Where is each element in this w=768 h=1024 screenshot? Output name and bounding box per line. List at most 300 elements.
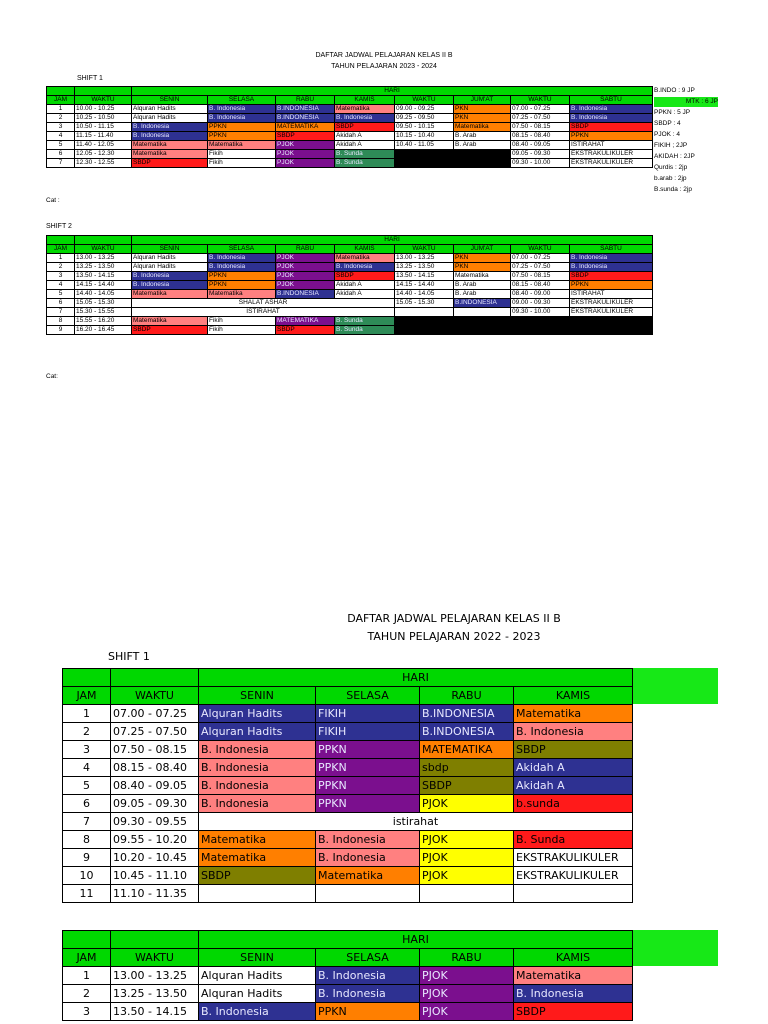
column-header: JUM'AT (454, 245, 511, 254)
table-cell: Matematika (132, 290, 208, 299)
jam-cell: 5 (63, 777, 111, 795)
jam-cell: 1 (63, 967, 111, 985)
table-cell: Fikih (208, 150, 276, 159)
table-cell (395, 326, 454, 335)
table-cell: 08.15 - 08.40 (511, 132, 570, 141)
table-cell: Akidah A (335, 141, 395, 150)
column-header: JAM (63, 949, 111, 967)
waktu-cell: 07.50 - 08.15 (111, 741, 199, 759)
column-header: SELASA (316, 687, 420, 705)
table-cell: B. Indonesia (316, 985, 420, 1003)
table-cell: B. Indonesia (199, 741, 316, 759)
waktu-cell: 13.50 - 14.15 (75, 272, 132, 281)
doc1-shift1-table (46, 86, 653, 168)
side-note: Qurdis : 2jp (654, 164, 688, 171)
column-header: JUM'AT (454, 96, 511, 105)
table-cell (570, 326, 653, 335)
doc2-green-extension-2 (632, 930, 718, 966)
waktu-cell: 08.40 - 09.05 (111, 777, 199, 795)
jam-cell: 6 (63, 795, 111, 813)
waktu-cell: 12.30 - 12.55 (75, 159, 132, 168)
table-cell: SBDP (199, 867, 316, 885)
table-cell: PPKN (316, 795, 420, 813)
side-note: b.arab : 2jp (654, 175, 687, 182)
waktu-cell: 15.30 - 15.55 (75, 308, 132, 317)
table-cell: EKSTRAKULIKULER (514, 867, 633, 885)
column-header: SENIN (199, 687, 316, 705)
column-header: WAKTU (511, 96, 570, 105)
table-row (63, 741, 633, 759)
table-row (63, 777, 633, 795)
header-spacer (111, 669, 199, 687)
waktu-cell: 11.40 - 12.05 (75, 141, 132, 150)
table-cell (454, 326, 511, 335)
header-spacer (63, 669, 111, 687)
jam-cell: 5 (47, 141, 75, 150)
column-header: KAMIS (514, 949, 633, 967)
table-row (47, 272, 653, 281)
table-cell: B. Indonesia (208, 254, 276, 263)
table-cell: B. Sunda (335, 150, 395, 159)
column-header: KAMIS (514, 687, 633, 705)
table-cell: Matematika (132, 141, 208, 150)
table-cell: FIKIH (316, 705, 420, 723)
table-cell: B.INDONESIA (454, 299, 511, 308)
table-cell (199, 885, 316, 903)
table-row (47, 299, 653, 308)
table-cell: PJOK (420, 831, 514, 849)
table-row (47, 308, 653, 317)
waktu-cell: 10.25 - 10.50 (75, 114, 132, 123)
waktu-cell: 09.55 - 10.20 (111, 831, 199, 849)
jam-cell: 9 (47, 326, 75, 335)
column-header: SENIN (132, 96, 208, 105)
table-cell: FIKIH (316, 723, 420, 741)
table-cell: Alquran Hadits (199, 705, 316, 723)
table-cell (454, 150, 511, 159)
waktu-cell: 10.50 - 11.15 (75, 123, 132, 132)
table-row (63, 813, 633, 831)
column-header: SENIN (132, 245, 208, 254)
jam-cell: 6 (47, 150, 75, 159)
table-cell: Alquran Hadits (199, 985, 316, 1003)
column-header: KAMIS (335, 245, 395, 254)
column-header: RABU (276, 96, 335, 105)
table-cell: 09.00 - 09.25 (395, 105, 454, 114)
table-cell: B. Indonesia (199, 795, 316, 813)
hari-header: HARI (199, 669, 633, 687)
table-row (47, 290, 653, 299)
table-row (47, 150, 653, 159)
table-cell: B. Indonesia (132, 281, 208, 290)
table-row (47, 132, 653, 141)
hari-row (47, 87, 653, 96)
table-cell: Matematika (335, 105, 395, 114)
waktu-cell: 14.40 - 14.05 (75, 290, 132, 299)
table-cell (454, 317, 511, 326)
table-cell: PKN (454, 254, 511, 263)
table-row (63, 885, 633, 903)
waktu-cell: 08.15 - 08.40 (111, 759, 199, 777)
table-cell: B. Indonesia (132, 132, 208, 141)
table-cell: B. Arab (454, 281, 511, 290)
table-row (47, 114, 653, 123)
header-spacer (47, 87, 75, 96)
jam-cell: 9 (63, 849, 111, 867)
doc1-shift1-cat: Cat : (46, 197, 60, 204)
hari-header: HARI (132, 87, 653, 96)
table-row (47, 326, 653, 335)
table-cell (514, 885, 633, 903)
table-cell: Akidah A (335, 281, 395, 290)
column-header-row (47, 96, 653, 105)
table-cell: EKSTRAKULIKULER (570, 150, 653, 159)
table-row (47, 281, 653, 290)
table-cell: 13.00 - 13.25 (395, 254, 454, 263)
table-cell: PKN (454, 105, 511, 114)
table-row (63, 705, 633, 723)
table-cell: B. Indonesia (335, 114, 395, 123)
column-header: KAMIS (335, 96, 395, 105)
side-note: PJOK : 4 (654, 131, 681, 138)
table-cell: 09.05 - 09.30 (511, 150, 570, 159)
header-spacer (75, 87, 132, 96)
waktu-cell: 13.50 - 14.15 (111, 1003, 199, 1021)
side-note: AKIDAH : 2JP (654, 153, 695, 160)
column-header: SELASA (316, 949, 420, 967)
table-row (63, 1003, 633, 1021)
table-row (47, 263, 653, 272)
table-cell: Matematika (132, 317, 208, 326)
table-cell: B. Arab (454, 132, 511, 141)
table-row (63, 795, 633, 813)
table-cell: PJOK (420, 795, 514, 813)
table-cell: PJOK (276, 263, 335, 272)
jam-cell: 3 (63, 741, 111, 759)
column-header: SENIN (199, 949, 316, 967)
table-row (47, 105, 653, 114)
header-spacer (75, 236, 132, 245)
waktu-cell: 14.15 - 14.40 (75, 281, 132, 290)
table-cell (395, 159, 454, 168)
table-cell: EKSTRAKULIKULER (570, 159, 653, 168)
table-cell (395, 308, 454, 317)
table-cell: PPKN (570, 132, 653, 141)
table-cell: PKN (454, 114, 511, 123)
side-note: B.INDO : 9 JP (654, 87, 695, 94)
table-cell: B.INDONESIA (420, 723, 514, 741)
table-cell: Matematika (208, 290, 276, 299)
jam-cell: 7 (47, 159, 75, 168)
table-cell: PJOK (276, 281, 335, 290)
table-cell: Fikih (208, 159, 276, 168)
table-row (63, 831, 633, 849)
hari-header: HARI (132, 236, 653, 245)
table-cell: PPKN (570, 281, 653, 290)
table-cell: B.INDONESIA (276, 105, 335, 114)
table-cell: B. Indonesia (570, 254, 653, 263)
waktu-cell: 11.15 - 11.40 (75, 132, 132, 141)
jam-cell: 1 (63, 705, 111, 723)
table-cell: B.INDONESIA (276, 290, 335, 299)
table-cell: B. Indonesia (335, 263, 395, 272)
jam-cell: 10 (63, 867, 111, 885)
table-cell: 14.40 - 14.05 (395, 290, 454, 299)
table-cell: B. Indonesia (208, 263, 276, 272)
table-cell: 09.50 - 10.15 (395, 123, 454, 132)
table-cell (570, 317, 653, 326)
table-cell (395, 317, 454, 326)
table-cell: EKSTRAKULIKULER (570, 299, 653, 308)
table-cell: B. Indonesia (316, 849, 420, 867)
table-cell: SBDP (335, 272, 395, 281)
table-cell: PJOK (276, 254, 335, 263)
table-cell: 10.40 - 11.05 (395, 141, 454, 150)
table-cell: PJOK (276, 150, 335, 159)
jam-cell: 1 (47, 105, 75, 114)
table-cell: B. Sunda (514, 831, 633, 849)
jam-cell: 6 (47, 299, 75, 308)
jam-cell: 4 (47, 281, 75, 290)
table-cell: 14.15 - 14.40 (395, 281, 454, 290)
column-header-row (47, 245, 653, 254)
table-cell: B. Indonesia (132, 272, 208, 281)
waktu-cell: 11.10 - 11.35 (111, 885, 199, 903)
table-row (47, 123, 653, 132)
waktu-cell: 16.20 - 16.45 (75, 326, 132, 335)
table-cell: SBDP (570, 123, 653, 132)
table-cell: B. Indonesia (316, 967, 420, 985)
table-cell: B.INDONESIA (420, 705, 514, 723)
table-cell: PJOK (276, 159, 335, 168)
table-cell: SBDP (132, 159, 208, 168)
table-cell: Fikih (208, 326, 276, 335)
table-cell: Alquran Hadits (132, 114, 208, 123)
header-spacer (63, 931, 111, 949)
table-cell: B. Indonesia (514, 723, 633, 741)
table-cell: B. Indonesia (199, 777, 316, 795)
table-cell: Akidah A (335, 132, 395, 141)
table-cell: 07.00 - 07.25 (511, 105, 570, 114)
table-cell: B. Sunda (335, 326, 395, 335)
column-header: SABTU (570, 96, 653, 105)
table-cell: B. Indonesia (208, 114, 276, 123)
table-cell: Matematika (454, 272, 511, 281)
table-cell: 07.50 - 08.15 (511, 123, 570, 132)
jam-cell: 3 (47, 272, 75, 281)
table-cell: Matematika (514, 967, 633, 985)
hari-header: HARI (199, 931, 633, 949)
table-cell: Alquran Hadits (132, 263, 208, 272)
table-cell: Matematika (514, 705, 633, 723)
jam-cell: 2 (63, 723, 111, 741)
column-header: RABU (276, 245, 335, 254)
table-cell: SBDP (514, 741, 633, 759)
table-row (63, 723, 633, 741)
column-header: SABTU (570, 245, 653, 254)
table-cell: PPKN (208, 132, 276, 141)
hari-row (47, 236, 653, 245)
table-cell: Fikih (208, 317, 276, 326)
merged-note: SHALAT ASHAR (132, 299, 395, 308)
table-cell: ISTIRAHAT (570, 290, 653, 299)
table-cell: SBDP (335, 123, 395, 132)
doc1-shift1-label: SHIFT 1 (77, 75, 103, 82)
table-cell: MATEMATIKA (276, 317, 335, 326)
doc1-shift2-table (46, 235, 653, 335)
table-cell: B. Arab (454, 141, 511, 150)
table-cell: Matematika (316, 867, 420, 885)
table-row (63, 967, 633, 985)
waktu-cell: 13.25 - 13.50 (75, 263, 132, 272)
table-cell: SBDP (420, 777, 514, 795)
header-spacer (47, 236, 75, 245)
table-cell: Matematika (199, 849, 316, 867)
table-cell: 09.00 - 09.30 (511, 299, 570, 308)
waktu-cell: 15.55 - 16.20 (75, 317, 132, 326)
doc1-subtitle: TAHUN PELAJARAN 2023 - 2024 (331, 63, 437, 70)
table-cell: B. Indonesia (208, 105, 276, 114)
table-cell: PPKN (316, 777, 420, 795)
table-cell: Matematika (454, 123, 511, 132)
table-cell: 10.15 - 10.40 (395, 132, 454, 141)
waktu-cell: 09.30 - 09.55 (111, 813, 199, 831)
table-cell: 08.15 - 08.40 (511, 281, 570, 290)
table-cell: PKN (454, 263, 511, 272)
table-cell (454, 159, 511, 168)
table-cell: B. Sunda (335, 159, 395, 168)
table-cell: MATEMATIKA (420, 741, 514, 759)
table-cell: B. Indonesia (570, 105, 653, 114)
table-cell: PPKN (316, 759, 420, 777)
header-spacer (111, 931, 199, 949)
table-cell: 07.25 - 07.50 (511, 263, 570, 272)
table-cell: 13.50 - 14.15 (395, 272, 454, 281)
waktu-cell: 09.05 - 09.30 (111, 795, 199, 813)
waktu-cell: 10.20 - 10.45 (111, 849, 199, 867)
table-cell: PJOK (276, 272, 335, 281)
table-cell: B. Indonesia (570, 263, 653, 272)
table-cell: 07.00 - 07.25 (511, 254, 570, 263)
doc2-shift1-table (62, 668, 633, 903)
table-cell: B. Sunda (335, 317, 395, 326)
table-cell: Alquran Hadits (132, 105, 208, 114)
waktu-cell: 10.45 - 11.10 (111, 867, 199, 885)
jam-cell: 2 (63, 985, 111, 1003)
jam-cell: 8 (63, 831, 111, 849)
side-note: MTK : 6 JP (654, 97, 718, 107)
table-cell: Alquran Hadits (199, 967, 316, 985)
table-cell: SBDP (514, 1003, 633, 1021)
column-header: RABU (420, 687, 514, 705)
table-cell: 08.40 - 09.05 (511, 141, 570, 150)
table-cell: Alquran Hadits (199, 723, 316, 741)
column-header: JAM (47, 96, 75, 105)
table-cell: B. Indonesia (199, 1003, 316, 1021)
table-cell: SBDP (276, 326, 335, 335)
jam-cell: 2 (47, 114, 75, 123)
table-cell: Alquran Hadits (132, 254, 208, 263)
table-cell: PJOK (420, 985, 514, 1003)
table-row (63, 849, 633, 867)
doc1-shift2-label: SHIFT 2 (46, 223, 72, 230)
side-note: PPKN : 5 JP (654, 109, 691, 116)
column-header-row (63, 687, 633, 705)
table-cell: 08.40 - 09.00 (511, 290, 570, 299)
table-cell: SBDP (132, 326, 208, 335)
column-header: WAKTU (395, 96, 454, 105)
table-row (63, 759, 633, 777)
table-cell: 13.25 - 13.50 (395, 263, 454, 272)
table-cell (511, 317, 570, 326)
waktu-cell: 13.00 - 13.25 (111, 967, 199, 985)
doc2-shift1-label: SHIFT 1 (108, 650, 150, 663)
waktu-cell: 07.00 - 07.25 (111, 705, 199, 723)
jam-cell: 7 (47, 308, 75, 317)
table-cell: MATEMATIKA (276, 123, 335, 132)
table-cell: B. Indonesia (316, 831, 420, 849)
doc2-shift2-table (62, 930, 633, 1021)
table-cell: PPKN (316, 1003, 420, 1021)
table-cell: Akidah A (514, 777, 633, 795)
table-row (47, 317, 653, 326)
table-cell: B. Indonesia (514, 985, 633, 1003)
table-row (63, 867, 633, 885)
table-cell: PJOK (420, 849, 514, 867)
table-cell: Matematika (132, 150, 208, 159)
table-cell: Matematika (199, 831, 316, 849)
column-header: WAKTU (111, 949, 199, 967)
table-row (47, 254, 653, 263)
table-cell: sbdp (420, 759, 514, 777)
side-note: SBDP : 4 (654, 120, 681, 127)
table-cell: B.INDONESIA (276, 114, 335, 123)
hari-row (63, 669, 633, 687)
jam-cell: 5 (47, 290, 75, 299)
table-cell: b.sunda (514, 795, 633, 813)
table-cell: 09.25 - 09.50 (395, 114, 454, 123)
jam-cell: 8 (47, 317, 75, 326)
jam-cell: 2 (47, 263, 75, 272)
jam-cell: 3 (63, 1003, 111, 1021)
side-note: FIKIH ; 2JP (654, 142, 688, 149)
merged-note: ISTIRAHAT (132, 308, 395, 317)
column-header: WAKTU (111, 687, 199, 705)
table-cell: 09.30 - 10.00 (511, 159, 570, 168)
jam-cell: 7 (63, 813, 111, 831)
table-cell (454, 308, 511, 317)
column-header: JAM (63, 687, 111, 705)
table-cell: PPKN (208, 272, 276, 281)
column-header: WAKTU (395, 245, 454, 254)
jam-cell: 4 (63, 759, 111, 777)
table-cell: Akidah A (514, 759, 633, 777)
table-cell: Matematika (208, 141, 276, 150)
column-header: WAKTU (75, 96, 132, 105)
table-cell: Akidah A (335, 290, 395, 299)
waktu-cell: 13.00 - 13.25 (75, 254, 132, 263)
table-cell: PPKN (316, 741, 420, 759)
table-cell: EKSTRAKULIKULER (570, 308, 653, 317)
jam-cell: 4 (47, 132, 75, 141)
table-cell: SBDP (276, 132, 335, 141)
doc2-green-extension (632, 668, 718, 704)
table-cell: PJOK (420, 967, 514, 985)
table-row (47, 159, 653, 168)
table-cell: PJOK (276, 141, 335, 150)
jam-cell: 1 (47, 254, 75, 263)
table-cell: PJOK (420, 867, 514, 885)
